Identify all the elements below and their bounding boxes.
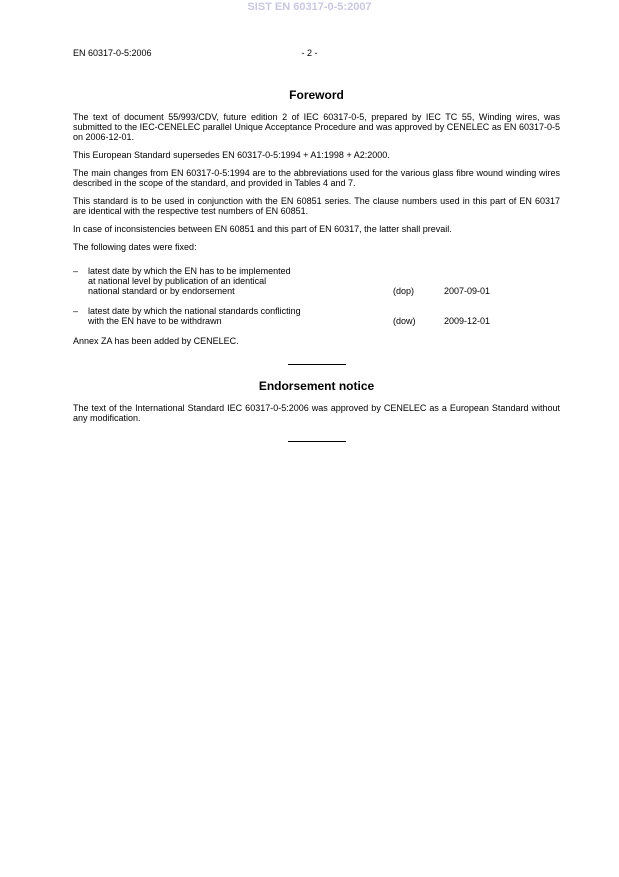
section-divider: [288, 364, 346, 365]
date-item-dow: [73, 306, 560, 326]
foreword-paragraph: In case of inconsistencies between EN 60851 and this part of EN 60317, the latter shall prevail.: [73, 224, 452, 234]
list-dash: –: [73, 266, 79, 276]
foreword-paragraph: The text of document 55/993/CDV, future edition 2 of IEC 60317-0-5, prepared by IEC TC 55, Winding wires, was submitted to the IEC-CENELEC parallel Unique Acceptance Procedure and was approved by CENELEC as EN 60317-0-5 on 2006-12-01.: [73, 112, 560, 142]
date-description: [88, 266, 393, 296]
date-description-line: national standard or by endorsement: [88, 286, 235, 296]
date-code-text: (dow): [393, 316, 416, 326]
end-divider: [288, 441, 346, 442]
date-code-text: (dop): [393, 286, 415, 296]
foreword-paragraph: This European Standard supersedes EN 60317-0-5:1994 + A1:1998 + A2:2000.: [73, 150, 390, 160]
document-id: EN 60317-0-5:2006: [73, 48, 152, 58]
date-description-line: at national level by publication of an identical: [88, 276, 267, 286]
endorsement-text: The text of the International Standard IEC 60317-0-5:2006 was approved by CENELEC as a European Standard without any modification.: [73, 403, 560, 423]
foreword-paragraph: This standard is to be used in conjunction with the EN 60851 series. The clause numbers used in this part of EN 60317 are identical with the respective test numbers of EN 60851.: [73, 196, 560, 216]
date-value-text: 2009-12-01: [444, 316, 491, 326]
list-dash: –: [73, 306, 79, 316]
date-item-dop: [73, 266, 560, 296]
foreword-paragraph: The following dates were fixed:: [73, 242, 197, 252]
annex-note: Annex ZA has been added by CENELEC.: [73, 336, 239, 346]
date-description-line: with the EN have to be withdrawn: [88, 316, 222, 326]
date-description-line: latest date by which the EN has to be implemented: [88, 266, 291, 276]
date-value: [444, 306, 560, 326]
date-value-text: 2007-09-01: [444, 286, 491, 296]
watermark: SIST EN 60317-0-5:2007: [247, 1, 372, 13]
foreword-title: Foreword: [289, 88, 344, 102]
endorsement-title: Endorsement notice: [258, 379, 375, 393]
date-code: [393, 266, 444, 296]
page-number: - 2 -: [301, 48, 318, 58]
date-description-line: latest date by which the national standards conflicting: [88, 306, 301, 316]
document-body: [73, 88, 560, 442]
foreword-paragraph: The main changes from EN 60317-0-5:1994 are to the abbreviations used for the various glass fibre wound winding wires described in the scope of the standard, and provided in Tables 4 and 7.: [73, 168, 560, 188]
date-value: [444, 266, 560, 296]
date-code: [393, 306, 444, 326]
date-description: [88, 306, 393, 326]
